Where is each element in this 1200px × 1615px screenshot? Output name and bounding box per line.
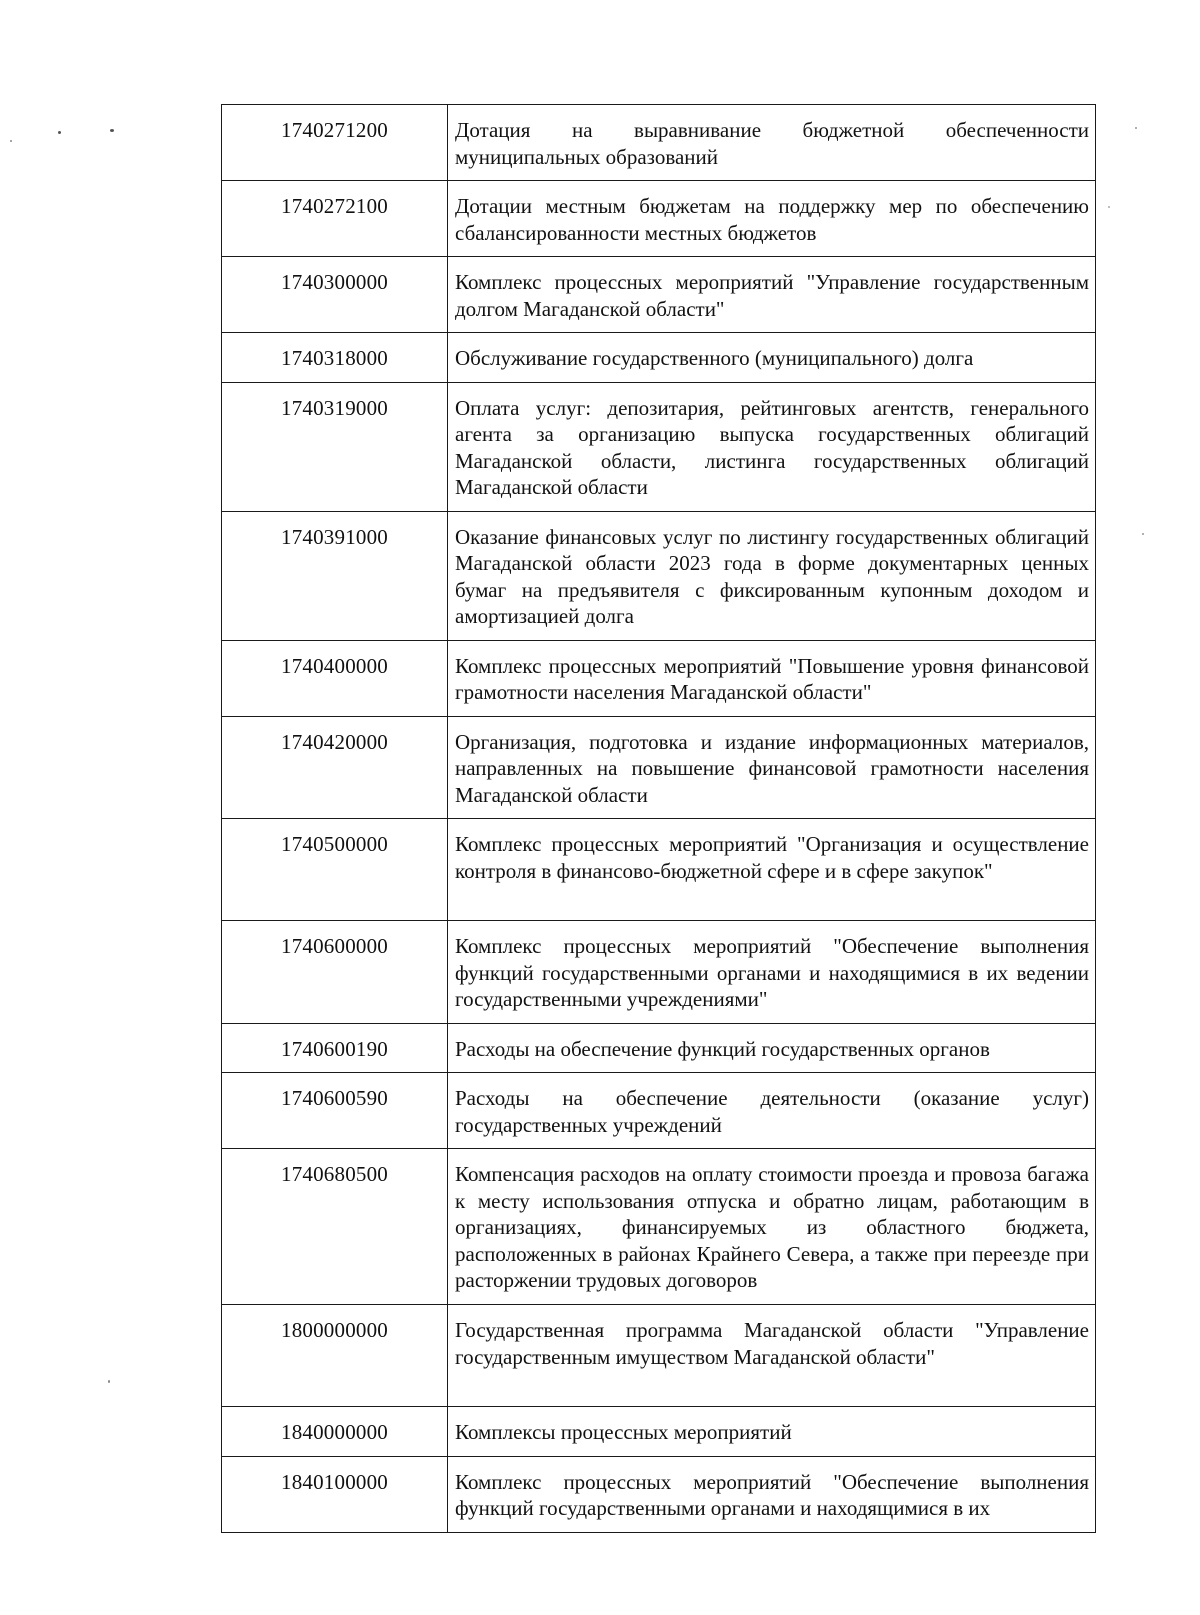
table-row (222, 640, 1096, 716)
scan-speck (108, 1380, 110, 1383)
row-description: Комплекс процессных мероприятий "Управление государственным долгом Магаданской области" (448, 257, 1096, 333)
row-description: Дотация на выравнивание бюджетной обеспеченности муниципальных образований (448, 105, 1096, 181)
table-row (222, 819, 1096, 921)
scan-speck (110, 129, 114, 132)
table-row (222, 1023, 1096, 1073)
row-code: 1840000000 (222, 1407, 448, 1457)
row-code: 1740600190 (222, 1023, 448, 1073)
row-description: Государственная программа Магаданской области "Управление государственным имуществом Магаданской области" (448, 1305, 1096, 1407)
table-row (222, 716, 1096, 819)
row-code: 1740600000 (222, 921, 448, 1024)
table-row (222, 1407, 1096, 1457)
row-code: 1800000000 (222, 1305, 448, 1407)
table-row (222, 511, 1096, 640)
row-code: 1740391000 (222, 511, 448, 640)
row-code: 1740500000 (222, 819, 448, 921)
row-description: Дотации местным бюджетам на поддержку мер по обеспечению сбалансированности местных бюджетов (448, 181, 1096, 257)
table-row (222, 333, 1096, 383)
table-row (222, 1305, 1096, 1407)
row-code: 1840100000 (222, 1456, 448, 1532)
scan-speck (1108, 206, 1110, 208)
row-description: Комплекс процессных мероприятий "Повышение уровня финансовой грамотности населения Магаданской области" (448, 640, 1096, 716)
table-row (222, 1456, 1096, 1532)
row-description: Расходы на обеспечение функций государственных органов (448, 1023, 1096, 1073)
row-description: Организация, подготовка и издание информационных материалов, направленных на повышение финансовой грамотности населения Магаданской области (448, 716, 1096, 819)
row-description: Оказание финансовых услуг по листингу государственных облигаций Магаданской области 2023 года в форме документарных ценных бумаг на предъявителя с фиксированным купонным доходом и амортизацией долга (448, 511, 1096, 640)
row-code: 1740600590 (222, 1073, 448, 1149)
table-row (222, 181, 1096, 257)
row-description: Компенсация расходов на оплату стоимости проезда и провоза багажа к месту использования отпуска и обратно лицам, работающим в организациях, финансируемых из областного бюджета, расположенных в районах Крайнего Севера, а также при переезде при расторжении трудовых договоров (448, 1149, 1096, 1305)
row-code: 1740319000 (222, 382, 448, 511)
row-description: Оплата услуг: депозитария, рейтинговых агентств, генерального агента за организацию выпуска государственных облигаций Магаданской области, листинга государственных облигаций Магаданской области (448, 382, 1096, 511)
scan-speck (10, 140, 12, 142)
row-description: Комплекс процессных мероприятий "Обеспечение выполнения функций государственными органами и находящимися в их (448, 1456, 1096, 1532)
scan-speck (58, 131, 61, 134)
row-description: Комплексы процессных мероприятий (448, 1407, 1096, 1457)
table-row (222, 921, 1096, 1024)
row-code: 1740680500 (222, 1149, 448, 1305)
row-code: 1740400000 (222, 640, 448, 716)
table-row (222, 105, 1096, 181)
table-row (222, 382, 1096, 511)
scan-speck (1142, 533, 1144, 535)
table-row (222, 1149, 1096, 1305)
row-description: Комплекс процессных мероприятий "Обеспечение выполнения функций государственными органами и находящимися в их ведении государственными учреждениями" (448, 921, 1096, 1024)
table-row (222, 1073, 1096, 1149)
row-code: 1740271200 (222, 105, 448, 181)
row-description: Обслуживание государственного (муниципального) долга (448, 333, 1096, 383)
row-code: 1740272100 (222, 181, 448, 257)
row-code: 1740318000 (222, 333, 448, 383)
row-code: 1740300000 (222, 257, 448, 333)
row-description: Расходы на обеспечение деятельности (оказание услуг) государственных учреждений (448, 1073, 1096, 1149)
budget-codes-table (221, 104, 1096, 1533)
table-row (222, 257, 1096, 333)
scan-speck (1135, 127, 1137, 129)
row-code: 1740420000 (222, 716, 448, 819)
row-description: Комплекс процессных мероприятий "Организация и осуществление контроля в финансово-бюджетной сфере и в сфере закупок" (448, 819, 1096, 921)
